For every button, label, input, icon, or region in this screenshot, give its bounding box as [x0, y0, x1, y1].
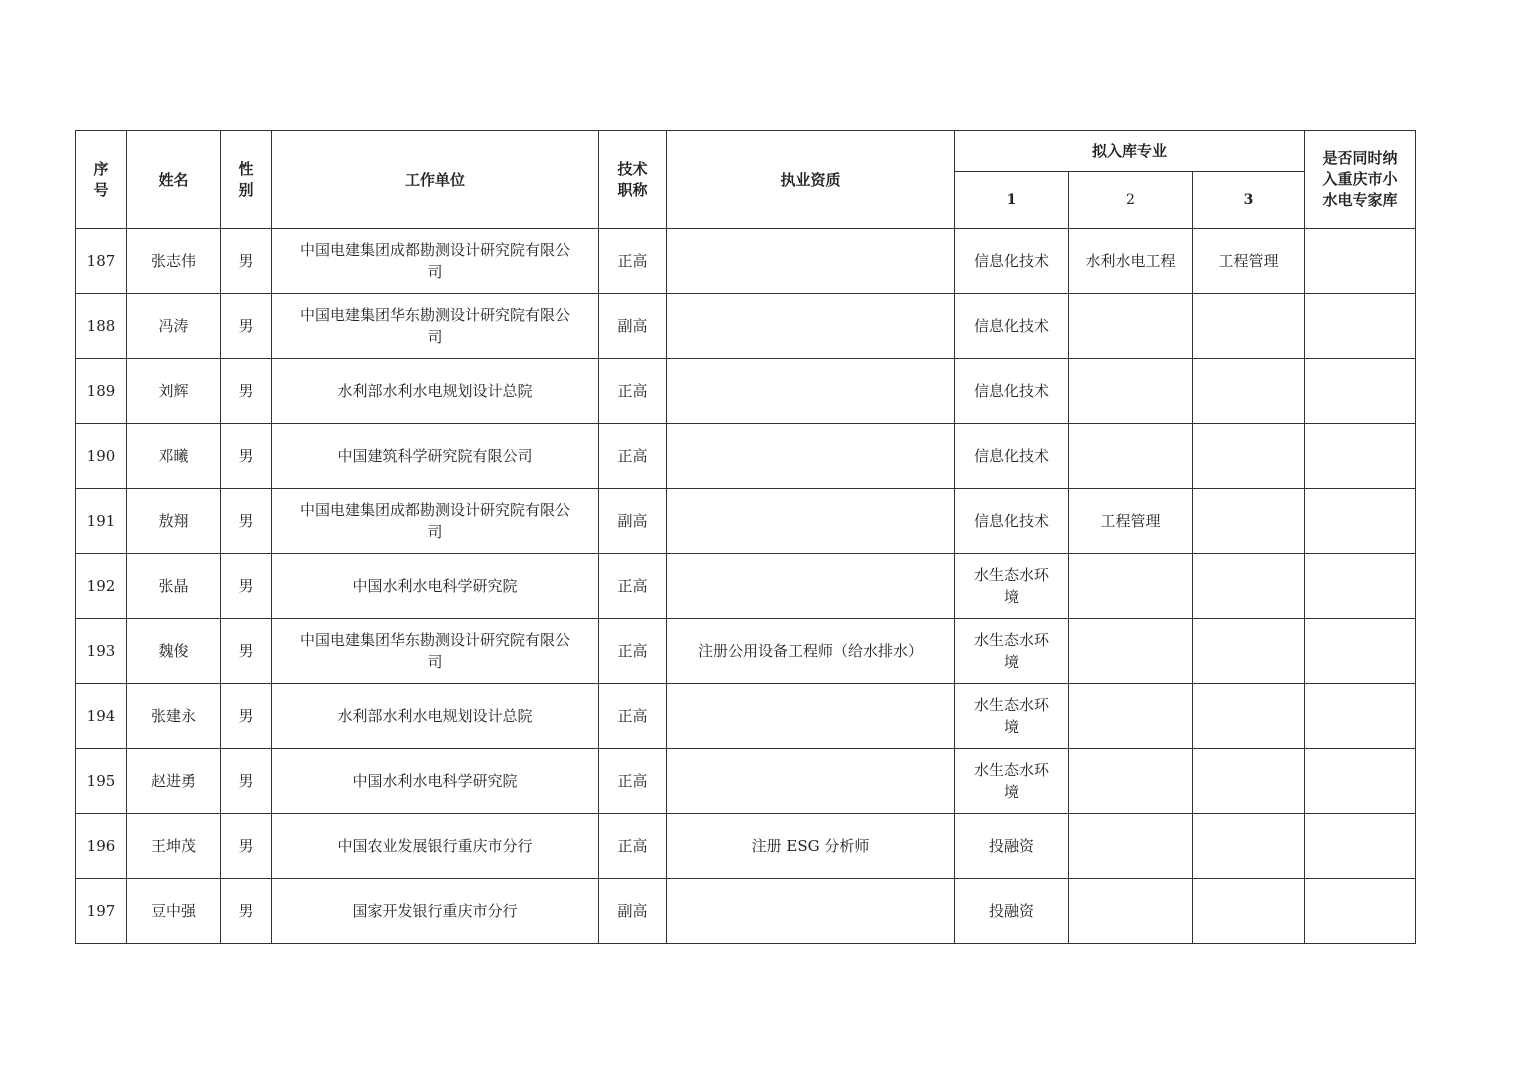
cell-specialty-2: [1069, 684, 1193, 749]
cell-gender: 男: [221, 294, 272, 359]
cell-specialty-2: [1069, 619, 1193, 684]
table-row: [76, 619, 1416, 684]
cell-specialty-1: 信息化技术: [955, 489, 1069, 554]
cell-employer: [272, 749, 599, 814]
cell-seq: 192: [76, 554, 127, 619]
employer-line: 中国建筑科学研究院有限公司: [337, 447, 533, 465]
cell-specialty-1: 信息化技术: [955, 229, 1069, 294]
cell-name: 张建永: [127, 684, 221, 749]
cell-specialty-1: 水生态水环境: [955, 619, 1069, 684]
cell-specialty-2: 水利水电工程: [1069, 229, 1193, 294]
employer-line: 中国水利水电科学研究院: [352, 577, 518, 595]
cell-specialty-2: [1069, 424, 1193, 489]
cell-title: 正高: [599, 749, 667, 814]
cell-chongqing: [1305, 749, 1416, 814]
roster-body: [76, 229, 1416, 944]
cell-specialty-3: [1193, 619, 1305, 684]
employer-line: 中国电建集团成都勘测设计研究院有限公: [299, 501, 570, 519]
header-specialty-1: 1: [955, 172, 1069, 229]
cell-specialty-2: [1069, 749, 1193, 814]
cell-specialty-3: [1193, 554, 1305, 619]
cell-chongqing: [1305, 554, 1416, 619]
cell-title: 副高: [599, 489, 667, 554]
cell-seq: 191: [76, 489, 127, 554]
cell-name: 邓曦: [127, 424, 221, 489]
cell-chongqing: [1305, 424, 1416, 489]
cell-specialty-3: 工程管理: [1193, 229, 1305, 294]
header-chongqing: 是否同时纳 入重庆市小 水电专家库: [1305, 131, 1416, 229]
table-row: [76, 294, 1416, 359]
cell-qualification: [667, 294, 955, 359]
cell-gender: 男: [221, 489, 272, 554]
cell-specialty-1: 投融资: [955, 814, 1069, 879]
cell-qualification: [667, 489, 955, 554]
employer-line: 中国电建集团成都勘测设计研究院有限公: [299, 241, 570, 259]
cell-specialty-3: [1193, 294, 1305, 359]
header-title: 技术 职称: [599, 131, 667, 229]
employer-line: 司: [427, 523, 443, 541]
cell-seq: 197: [76, 879, 127, 944]
cell-title: 正高: [599, 684, 667, 749]
cell-qualification: [667, 684, 955, 749]
cell-qualification: [667, 229, 955, 294]
cell-chongqing: [1305, 294, 1416, 359]
cell-specialty-1: 信息化技术: [955, 424, 1069, 489]
cell-gender: 男: [221, 424, 272, 489]
cell-employer: [272, 879, 599, 944]
cell-gender: 男: [221, 749, 272, 814]
cell-chongqing: [1305, 229, 1416, 294]
cell-specialty-3: [1193, 814, 1305, 879]
cell-title: 正高: [599, 229, 667, 294]
employer-line: 水利部水利水电规划设计总院: [337, 707, 533, 725]
cell-name: 张志伟: [127, 229, 221, 294]
table-row: [76, 879, 1416, 944]
cell-specialty-1: 水生态水环境: [955, 554, 1069, 619]
cell-name: 刘辉: [127, 359, 221, 424]
cell-title: 正高: [599, 359, 667, 424]
header-specialty-3: 3: [1193, 172, 1305, 229]
cell-name: 豆中强: [127, 879, 221, 944]
cell-qualification: 注册公用设备工程师（给水排水）: [667, 619, 955, 684]
employer-line: 中国水利水电科学研究院: [352, 772, 518, 790]
cell-gender: 男: [221, 879, 272, 944]
employer-line: 中国农业发展银行重庆市分行: [337, 837, 533, 855]
cell-title: 正高: [599, 554, 667, 619]
cell-seq: 195: [76, 749, 127, 814]
cell-chongqing: [1305, 619, 1416, 684]
cell-employer: [272, 424, 599, 489]
table-row: [76, 814, 1416, 879]
cell-chongqing: [1305, 814, 1416, 879]
cell-title: 副高: [599, 294, 667, 359]
header-row-top: [76, 131, 1416, 172]
cell-employer: [272, 489, 599, 554]
cell-chongqing: [1305, 489, 1416, 554]
cell-specialty-2: 工程管理: [1069, 489, 1193, 554]
cell-name: 冯涛: [127, 294, 221, 359]
cell-title: 正高: [599, 424, 667, 489]
table-row: [76, 684, 1416, 749]
cell-qualification: [667, 879, 955, 944]
cell-name: 赵进勇: [127, 749, 221, 814]
cell-employer: [272, 814, 599, 879]
header-gender: 性 别: [221, 131, 272, 229]
cell-employer: [272, 229, 599, 294]
cell-specialty-1: 投融资: [955, 879, 1069, 944]
cell-chongqing: [1305, 684, 1416, 749]
cell-gender: 男: [221, 814, 272, 879]
cell-chongqing: [1305, 359, 1416, 424]
header-seq: 序 号: [76, 131, 127, 229]
employer-line: 中国电建集团华东勘测设计研究院有限公: [299, 631, 570, 649]
employer-line: 国家开发银行重庆市分行: [352, 902, 518, 920]
cell-seq: 188: [76, 294, 127, 359]
employer-line: 中国电建集团华东勘测设计研究院有限公: [299, 306, 570, 324]
cell-title: 正高: [599, 814, 667, 879]
cell-seq: 189: [76, 359, 127, 424]
expert-roster-table: [75, 130, 1416, 944]
cell-name: 敖翔: [127, 489, 221, 554]
cell-qualification: [667, 424, 955, 489]
cell-employer: [272, 359, 599, 424]
cell-specialty-2: [1069, 359, 1193, 424]
employer-line: 司: [427, 263, 443, 281]
employer-line: 司: [427, 328, 443, 346]
cell-chongqing: [1305, 879, 1416, 944]
header-name: 姓名: [127, 131, 221, 229]
cell-title: 副高: [599, 879, 667, 944]
table-row: [76, 489, 1416, 554]
cell-name: 魏俊: [127, 619, 221, 684]
cell-specialty-3: [1193, 879, 1305, 944]
cell-employer: [272, 619, 599, 684]
cell-seq: 187: [76, 229, 127, 294]
cell-name: 张晶: [127, 554, 221, 619]
table-row: [76, 749, 1416, 814]
cell-specialty-2: [1069, 554, 1193, 619]
cell-qualification: [667, 749, 955, 814]
cell-gender: 男: [221, 229, 272, 294]
table-row: [76, 229, 1416, 294]
cell-qualification: [667, 554, 955, 619]
cell-specialty-1: 信息化技术: [955, 294, 1069, 359]
cell-specialty-2: [1069, 814, 1193, 879]
header-employer: 工作单位: [272, 131, 599, 229]
cell-specialty-3: [1193, 424, 1305, 489]
cell-employer: [272, 554, 599, 619]
cell-seq: 190: [76, 424, 127, 489]
cell-seq: 194: [76, 684, 127, 749]
cell-gender: 男: [221, 554, 272, 619]
cell-specialty-1: 水生态水环境: [955, 749, 1069, 814]
cell-specialty-3: [1193, 749, 1305, 814]
cell-specialty-3: [1193, 489, 1305, 554]
cell-name: 王坤茂: [127, 814, 221, 879]
cell-gender: 男: [221, 359, 272, 424]
header-specialty-group: 拟入库专业: [955, 131, 1305, 172]
table-row: [76, 554, 1416, 619]
cell-seq: 196: [76, 814, 127, 879]
cell-title: 正高: [599, 619, 667, 684]
cell-seq: 193: [76, 619, 127, 684]
cell-qualification: 注册 ESG 分析师: [667, 814, 955, 879]
cell-employer: [272, 294, 599, 359]
cell-specialty-2: [1069, 879, 1193, 944]
cell-specialty-2: [1069, 294, 1193, 359]
table-row: [76, 424, 1416, 489]
cell-gender: 男: [221, 684, 272, 749]
cell-specialty-1: 信息化技术: [955, 359, 1069, 424]
cell-specialty-3: [1193, 359, 1305, 424]
employer-line: 司: [427, 653, 443, 671]
table-row: [76, 359, 1416, 424]
employer-line: 水利部水利水电规划设计总院: [337, 382, 533, 400]
header-specialty-2: 2: [1069, 172, 1193, 229]
cell-qualification: [667, 359, 955, 424]
cell-specialty-1: 水生态水环境: [955, 684, 1069, 749]
cell-specialty-3: [1193, 684, 1305, 749]
cell-employer: [272, 684, 599, 749]
cell-gender: 男: [221, 619, 272, 684]
header-qualification: 执业资质: [667, 131, 955, 229]
